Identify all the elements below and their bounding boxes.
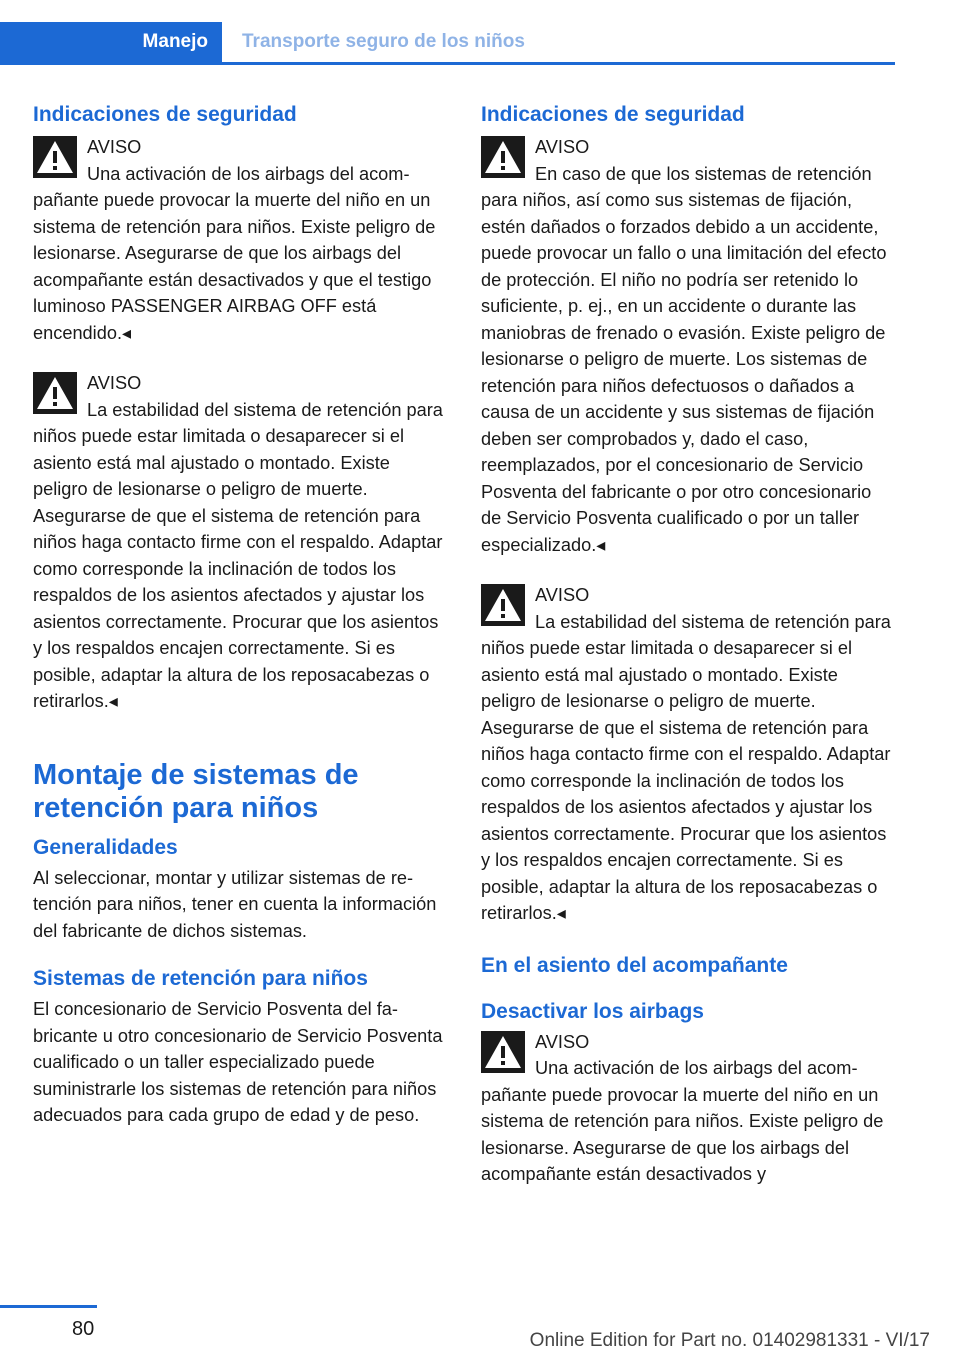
running-header	[0, 22, 895, 65]
warning-block	[481, 1029, 893, 1188]
general-heading: Generalidades	[33, 835, 178, 859]
passenger-heading: En el asiento del acompañante	[481, 953, 788, 977]
warning-icon	[481, 1031, 525, 1073]
warning-block	[33, 370, 445, 715]
warning-label: AVISO	[535, 1031, 590, 1052]
footer-rule	[0, 1305, 97, 1308]
warning-label: AVISO	[87, 373, 142, 393]
warning-label: AVISO	[535, 137, 590, 157]
section-label: Manejo	[142, 31, 208, 52]
spacer	[33, 739, 445, 759]
warning-text: En caso de que los sistemas de retención para niños, así como sus sistemas de fijación, estén dañados o forzados debido a un accidente, puede provocar un fallo o una limitación del efecto de protección. El niño no podría ser retenido lo suficiente, p. ej., en un accidente o durante las maniobras de frenado o evasión. Existe peligro de lesionarse o peligro de muerte. Los sistemas de retención para niños defectuosos o dañados a causa de un accidente y sus sistemas de fijación deben ser comprobados y, dado el caso, reemplazados, por el concesionario de Servicio Posventa del fabricante o por otro concesionario de Servicio Posventa cualificado o por un taller especializado.◂	[481, 163, 887, 555]
warning-icon	[33, 136, 77, 178]
section-tab	[0, 22, 222, 62]
systems-heading: Sistemas de retención para niños	[33, 967, 368, 990]
spacer	[481, 983, 893, 997]
deactivate-heading: Desactivar los airbags	[481, 999, 704, 1023]
spacer	[33, 944, 445, 964]
warning-text: La estabilidad del sistema de retención para niños puede estar limitada o desaparecer si el asiento está mal ajustado o montado. Existe peligro de lesionarse o peligro de muerte. Asegurarse de que el sistema de retención para niños haga contacto firme con el respaldo. Adaptar como corresponde la inclinación de todos los respaldos de los asientos afectados y ajustar los asientos correctamente. Procurar que los asientos y los respaldos encajen correctamente. Si es posible, adaptar la altura de los reposacabezas o retirarlos.◂	[33, 399, 443, 711]
page-number: 80	[72, 1318, 95, 1340]
chapter-label: Transporte seguro de los niños	[242, 31, 525, 52]
safety-heading: Indicaciones de seguridad	[33, 103, 297, 126]
warning-text: Una activación de los airbags del acompañante puede provocar la muerte del niño en un sistema de retención para niños. Existe peligro de lesionarse. Asegurarse de que los airbags del acompañante están desactivados y	[481, 1058, 884, 1184]
right-column	[481, 100, 893, 1212]
safety-heading: Indicaciones de seguridad	[481, 103, 745, 126]
left-column	[33, 100, 445, 1129]
warning-block	[33, 134, 445, 346]
general-text: Al seleccionar, montar y utilizar sistemas de retención para niños, tener en cuenta la información del fabricante de dichos sistemas.	[33, 867, 437, 941]
edition-note: Online Edition for Part no. 01402981331 - VI/17	[529, 1330, 930, 1351]
warning-label: AVISO	[87, 137, 142, 157]
warning-icon	[481, 136, 525, 178]
warning-label: AVISO	[535, 585, 590, 605]
warning-text: La estabilidad del sistema de retención para niños puede estar limitada o desaparecer si el asiento está mal ajustado o montado. Existe peligro de lesionarse o peligro de muerte. Asegurarse de que el sistema de retención para niños haga contacto firme con el respaldo. Adaptar como corresponde la inclinación de todos los respaldos de los asientos afectados y ajustar los asientos correctamente. Procurar que los asientos y los respaldos encajen correctamente. Si es posible, adaptar la altura de los reposacabezas o retirarlos.◂	[481, 611, 891, 923]
systems-text: El concesionario de Servicio Posventa del fabricante u otro concesionario de Servicio Posventa cualificado o un taller especializado puede suministrarle los sistemas de retención para niños adecuados para cada grupo de edad y de peso.	[33, 999, 443, 1125]
warning-icon	[33, 372, 77, 414]
warning-block	[481, 582, 893, 927]
warning-icon	[481, 584, 525, 626]
warning-text: Una activación de los airbags del acompañante puede provocar la muerte del niño en un sistema de retención para niños. Existe peligro de lesionarse. Asegurarse de que los airbags del acompañante están desactivados y que el testigo luminoso PASSENGER AIRBAG OFF está encendido.◂	[33, 163, 436, 343]
chapter-heading: Montaje de sistemas de retención para niños	[33, 758, 359, 824]
warning-block	[481, 134, 893, 558]
